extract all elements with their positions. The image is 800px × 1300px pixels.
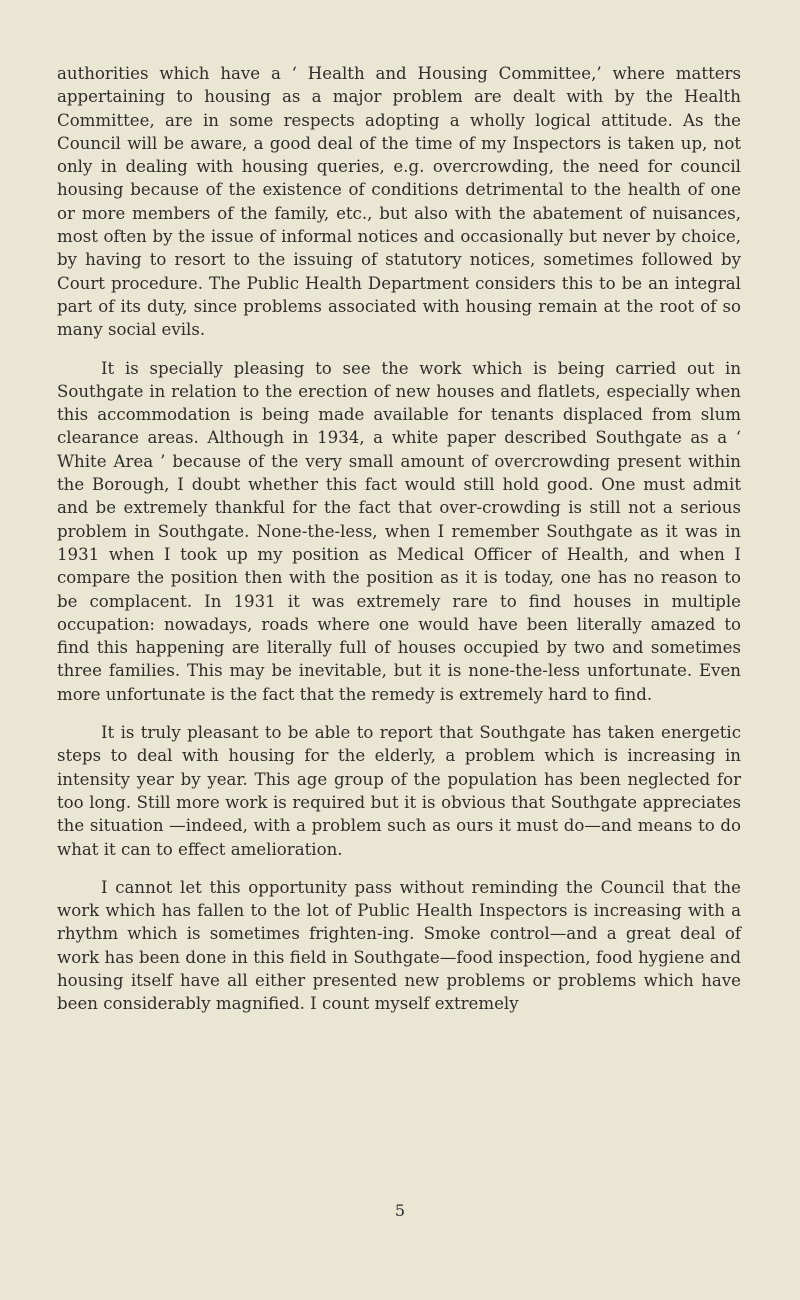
page-number: 5 (394, 1201, 406, 1220)
paragraph-housing-committee: authorities which have a ‘ Health and Housing Committee,’ where matters appertaining to housing as a major problem are dealt with by the Health Committee, are in some respects adopting a wholly logical attitude. As the Council will be aware, a good deal of the time of my Inspectors is taken up, not only in dealing with housing queries, e.g. overcrowding, the need for council housing because of the existence of conditions detrimental to the health of one or more members of the family, etc., but also with the abatement of nuisances, most often by the issue of informal notices and occasionally but never by choice, by having to resort to the issuing of statutory notices, sometimes followed by Court procedure. The Public Health Department considers this to be an integral part of its duty, since problems associated with housing remain at the root of so many social evils. (57, 64, 741, 340)
paragraph-new-houses: It is specially pleasing to see the work which is being carried out in Southgate in relation to the erection of new houses and flatlets, especially when this accommodation is being made available for tenants displaced from slum clearance areas. Although in 1934, a white paper described Southgate as a ‘ White Area ’ because of the very small amount of overcrowding present within the Borough, I doubt whether this fact would still hold good. One must admit and be extremely thankful for the fact that over-crowding is still not a serious problem in Southgate. None-the-less, when I remember Southgate as it was in 1931 when I took up my position as Medical Officer of Health, and when I compare the position then with the position as it is today, one has no reason to be complacent. In 1931 it was extremely rare to find houses in multiple occupation: nowadays, roads where one would have been literally amazed to find this happening are literally full of houses occupied by two and sometimes three families. This may be inevitable, but it is none-the-less unfortunate. Even more unfortunate is the fact that the remedy is extremely hard to find. (57, 358, 741, 704)
paragraph-inspectors-work: I cannot let this opportunity pass without reminding the Council that the work which has fallen to the lot of Public Health Inspectors is increasing with a rhythm which is sometimes frighten-ing. Smoke control—and a great deal of work has been done in this field in Southgate—food inspection, food hygiene and housing itself have all either presented new problems or problems which have been considerably magnified. I count myself extremely (57, 877, 741, 1014)
paragraph-elderly-housing: It is truly pleasant to be able to report that Southgate has taken energetic steps to deal with housing for the elderly, a problem which is increasing in intensity year by year. This age group of the population has been neglected for too long. Still more work is required but it is obvious that Southgate appreciates the situation —indeed, with a problem such as ours it must do—and means to do what it can to effect amelioration. (57, 723, 741, 859)
document-body (57, 62, 741, 1031)
